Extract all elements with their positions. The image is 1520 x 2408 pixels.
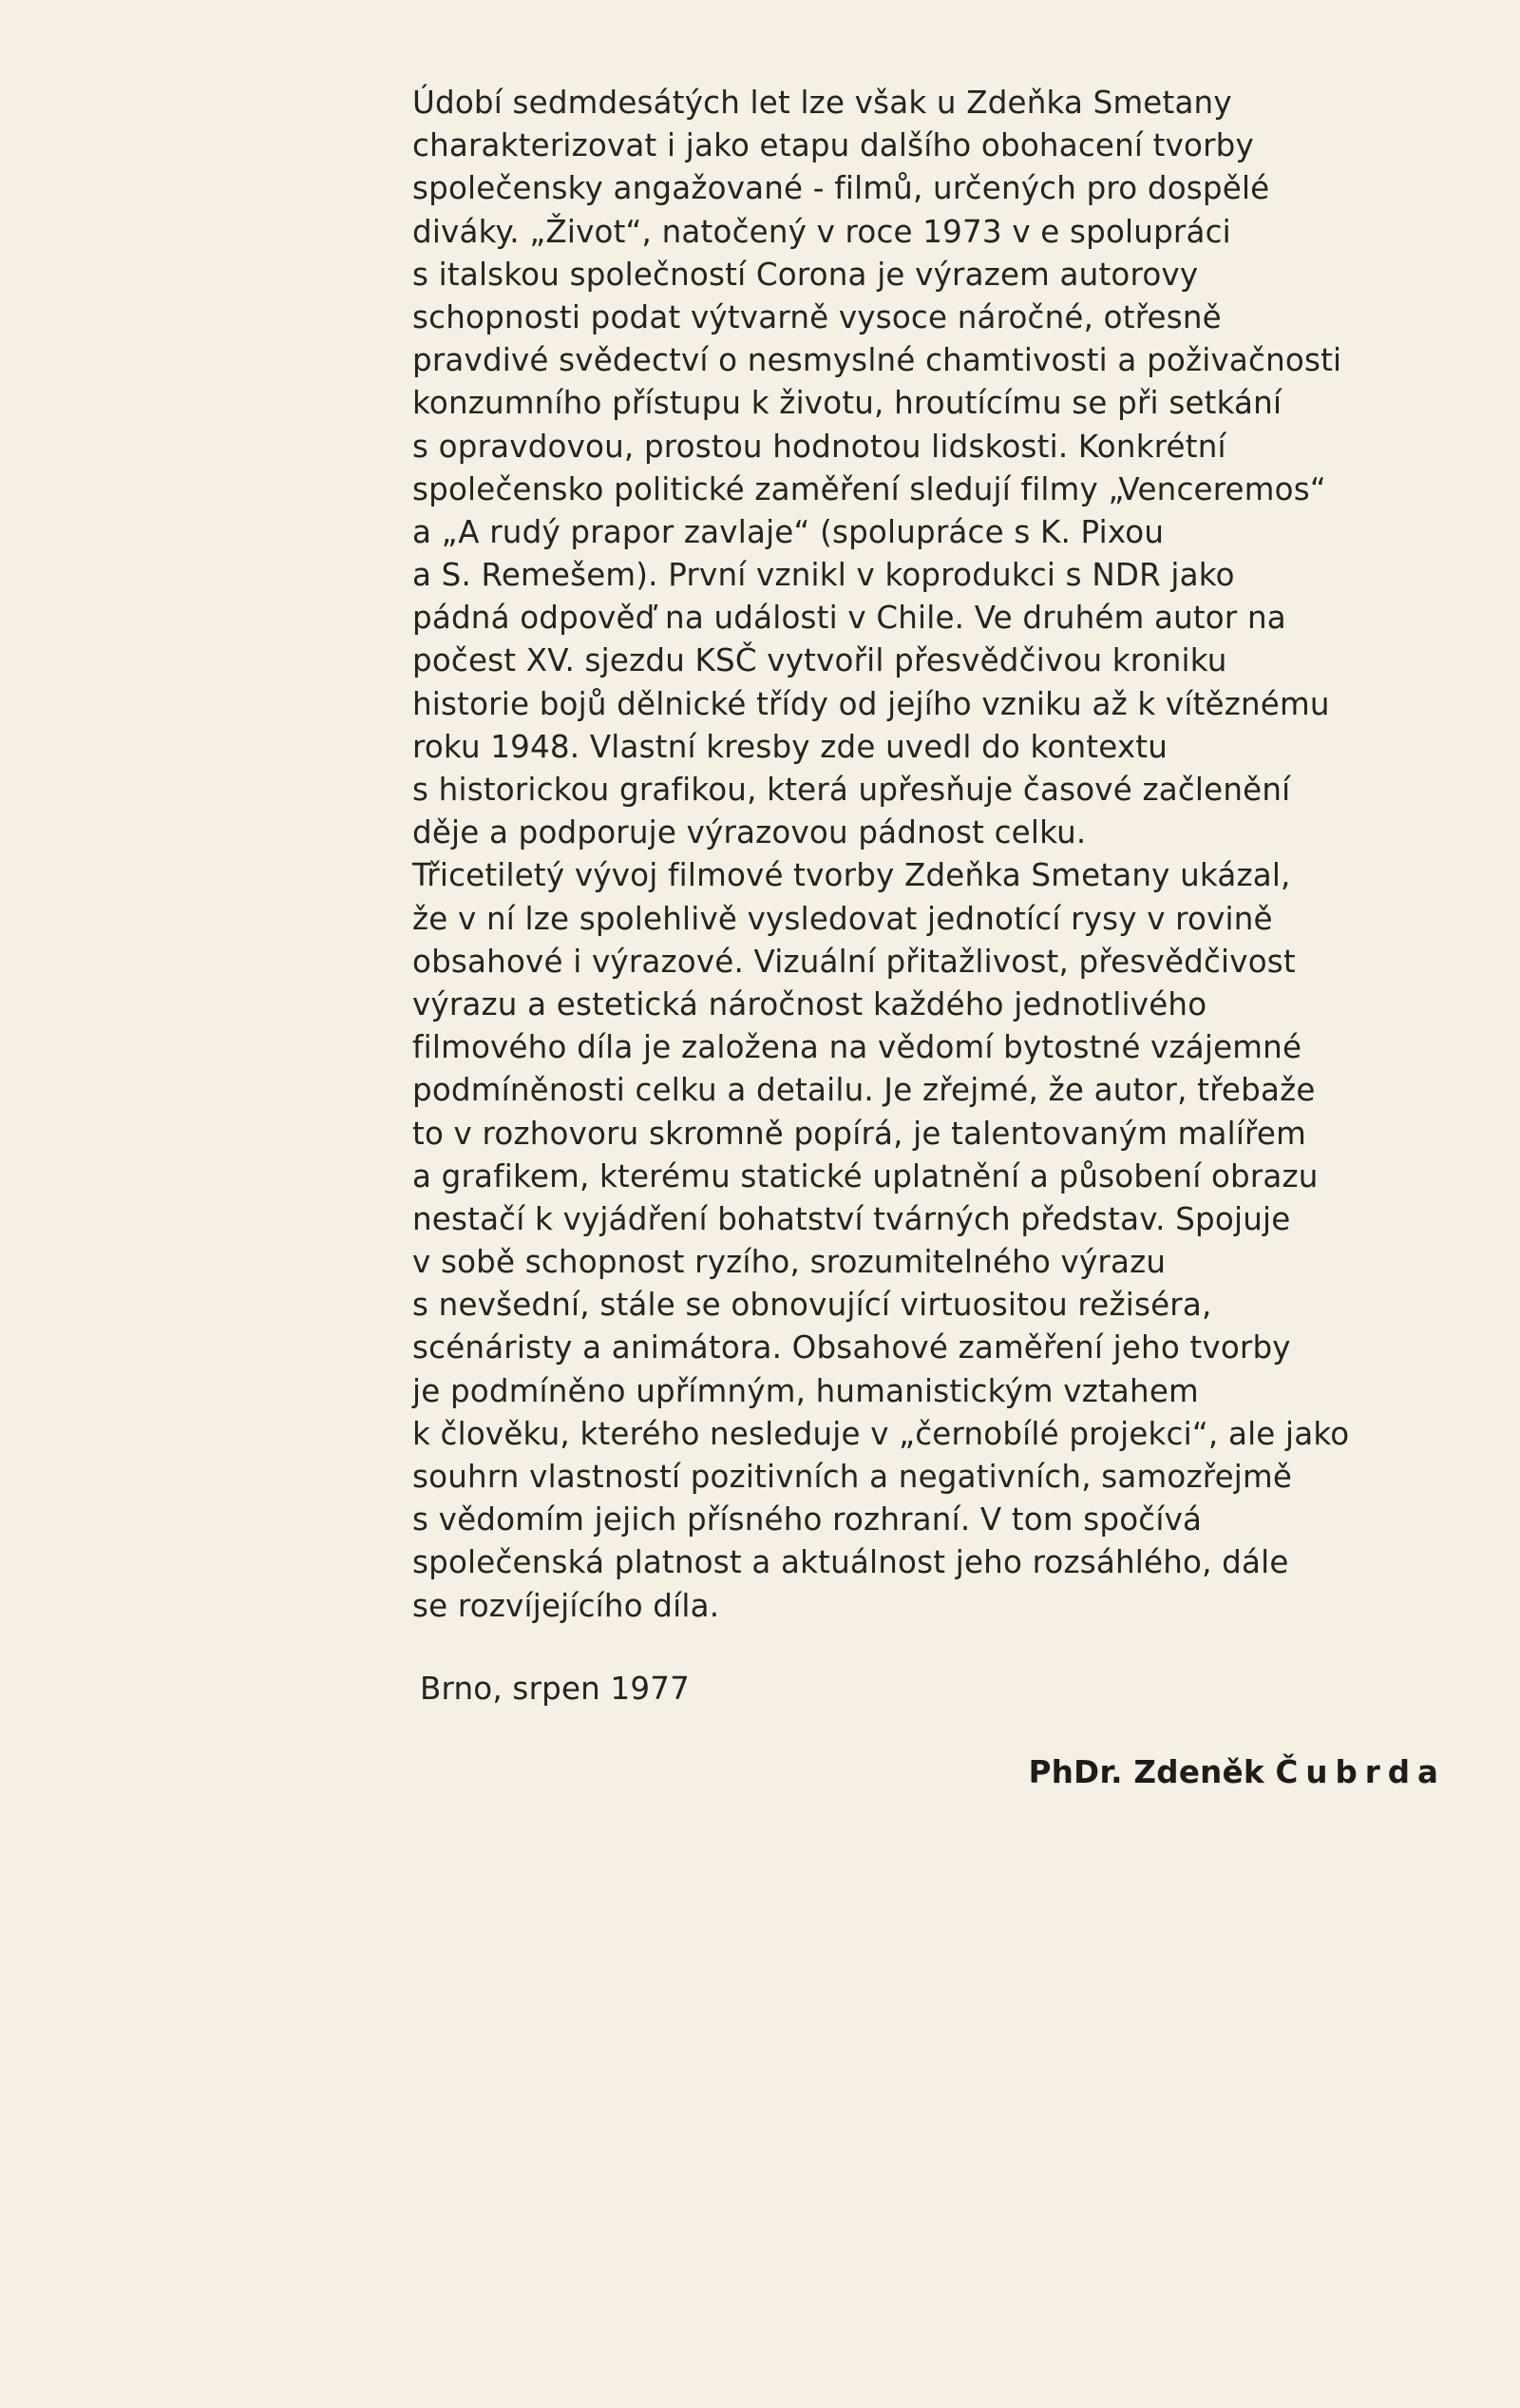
body-text [412,82,1467,1628]
text-line: k člověku, kterého nesleduje v „černobílé projekci“, ale jako [412,1415,1350,1452]
text-line: s opravdovou, prostou hodnotou lidskosti. Konkrétní [412,428,1226,465]
text-line: společensky angažované - filmů, určených pro dospělé [412,170,1270,207]
text-line: charakterizovat i jako etapu dalšího obohacení tvorby [412,127,1254,164]
text-line: nestačí k vyjádření bohatství tvárných představ. Spojuje [412,1200,1291,1237]
text-line: společensko politické zaměření sledují filmy „Venceremos“ [412,470,1326,507]
text-line: děje a podporuje výrazovou pádnost celku. [412,814,1087,851]
text-line: v sobě schopnost ryzího, srozumitelného výrazu [412,1244,1167,1281]
text-line: roku 1948. Vlastní kresby zde uvedl do kontextu [412,728,1168,765]
text-line: a grafikem, kterému statické uplatnění a působení obrazu [412,1157,1319,1194]
text-line: a „A rudý prapor zavlaje“ (spolupráce s K. Pixou [412,513,1165,550]
text-line: s italskou společností Corona je výrazem autorovy [412,256,1199,293]
signature-name: PhDr. Zdeněk [1028,1754,1264,1790]
text-line: schopnosti podat výtvarně vysoce náročné, otřesně [412,298,1222,335]
text-line: se rozvíjejícího díla. [412,1587,720,1624]
text-line: obsahové i výrazové. Vizuální přitažlivost, přesvědčivost [412,943,1296,980]
text-line: s historickou grafikou, která upřesňuje časové začlenění [412,772,1291,808]
text-line: výrazu a estetická náročnost každého jednotlivého [412,985,1207,1022]
text-line: počest XV. sjezdu KSČ vytvořil přesvědčivou kroniku [412,642,1227,679]
text-line: Třicetiletý vývoj filmové tvorby Zdeňka Smetany ukázal, [412,857,1291,894]
text-line: podmíněnosti celku a detailu. Je zřejmé, že autor, třebaže [412,1072,1316,1109]
text-line: pádná odpověď na události v Chile. Ve druhém autor na [412,600,1286,637]
signature-surname: Čubrda [1275,1754,1446,1790]
text-line: souhrn vlastností pozitivních a negativních, samozřejmě [412,1459,1293,1495]
place-date: Brno, srpen 1977 [420,1671,690,1707]
text-line: Údobí sedmdesátých let lze však u Zdeňka Smetany [412,85,1232,121]
text-line: diváky. „Život“, natočený v roce 1973 v e spolupráci [412,213,1231,250]
text-line: historie bojů dělnické třídy od jejího vzniku až k vítěznému [412,685,1330,722]
text-line: filmového díla je založena na vědomí bytostné vzájemné [412,1029,1302,1066]
text-line: s vědomím jejich přísného rozhraní. V tom spočívá [412,1501,1203,1538]
text-line: to v rozhovoru skromně popírá, je talentovaným malířem [412,1115,1306,1152]
text-line: a S. Remešem). První vznikl v koprodukci s NDR jako [412,557,1235,594]
text-line: společenská platnost a aktuálnost jeho rozsáhlého, dále [412,1544,1289,1581]
text-line: konzumního přístupu k životu, hroutícímu se při setkání [412,385,1282,422]
signature [1029,1751,1446,1794]
text-line: s nevšední, stále se obnovující virtuositou režiséra, [412,1287,1212,1324]
text-line: je podmíněno upřímným, humanistickým vztahem [412,1372,1199,1409]
text-line: že v ní lze spolehlivě vysledovat jednotící rysy v rovině [412,900,1273,937]
text-line: pravdivé svědectví o nesmyslné chamtivosti a poživačnosti [412,342,1342,379]
text-line: scénáristy a animátora. Obsahové zaměření jeho tvorby [412,1329,1291,1366]
